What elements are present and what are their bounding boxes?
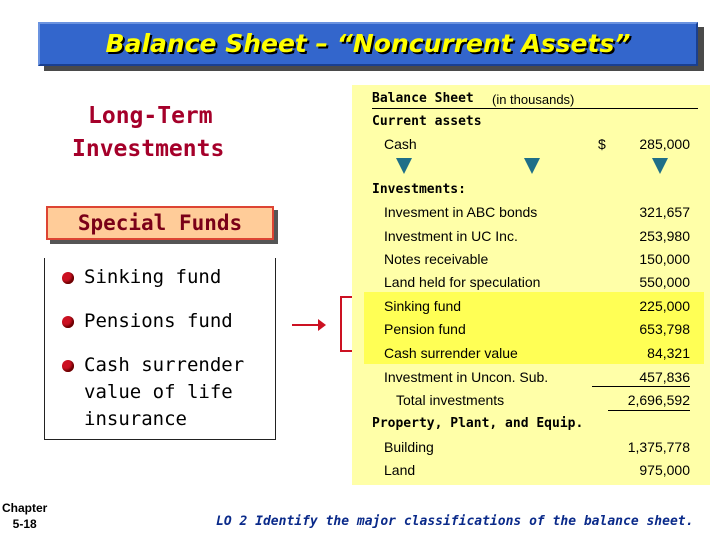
row-label: Land held for speculation bbox=[384, 274, 541, 290]
investments-label: Investments: bbox=[372, 182, 466, 197]
row-label: Land bbox=[384, 462, 416, 478]
investment-row bbox=[372, 321, 698, 343]
bullet-icon bbox=[62, 316, 74, 328]
fund-item-text: insurance bbox=[84, 408, 187, 430]
row-value: 150,000 bbox=[639, 251, 690, 267]
triangle-marker-icon bbox=[396, 158, 412, 174]
row-label: Total investments bbox=[396, 392, 505, 408]
ppe-row bbox=[372, 462, 698, 484]
fund-item-pensions bbox=[62, 308, 233, 335]
row-label: Building bbox=[384, 439, 434, 455]
special-funds-label: Special Funds bbox=[77, 211, 243, 235]
cash-row bbox=[372, 136, 698, 158]
bullet-icon bbox=[62, 360, 74, 372]
chapter-line-2: 5-18 bbox=[12, 517, 37, 531]
current-assets-label: Current assets bbox=[372, 114, 482, 129]
slide-title: Balance Sheet – “Noncurrent Assets” bbox=[105, 29, 631, 58]
row-value: 285,000 bbox=[639, 136, 690, 152]
row-value: 457,836 bbox=[639, 369, 690, 385]
row-value: 321,657 bbox=[639, 204, 690, 220]
investment-row bbox=[372, 251, 698, 273]
row-label: Pension fund bbox=[384, 321, 466, 337]
investment-row bbox=[372, 228, 698, 250]
row-value: 1,375,778 bbox=[627, 439, 690, 455]
currency-symbol: $ bbox=[598, 136, 606, 152]
row-label: Cash surrender value bbox=[384, 345, 518, 361]
arrow-line bbox=[292, 324, 320, 326]
ppe-label: Property, Plant, and Equip. bbox=[372, 416, 584, 431]
balance-sheet-title: Balance Sheet bbox=[372, 91, 474, 106]
subtotal-underline bbox=[592, 386, 690, 387]
fund-item-text: Pensions fund bbox=[84, 310, 233, 332]
row-label: Investment in Uncon. Sub. bbox=[384, 369, 549, 385]
balance-sheet-subtitle: (in thousands) bbox=[492, 92, 575, 107]
row-value: 975,000 bbox=[639, 462, 690, 478]
investment-row bbox=[372, 369, 698, 391]
row-label: Sinking fund bbox=[384, 298, 462, 314]
title-underline bbox=[372, 108, 698, 109]
fund-item-text: Cash surrender bbox=[84, 354, 245, 376]
investment-row bbox=[372, 298, 698, 320]
heading-line-1: Long-Term bbox=[88, 103, 213, 129]
total-underline bbox=[608, 410, 690, 411]
heading-line-2: Investments bbox=[72, 136, 225, 162]
investment-row bbox=[372, 345, 698, 367]
row-label: Invesment in ABC bonds bbox=[384, 204, 538, 220]
chapter-line-1: Chapter bbox=[2, 501, 48, 515]
row-label: Notes receivable bbox=[384, 251, 489, 267]
row-value: 253,980 bbox=[639, 228, 690, 244]
chapter-label bbox=[2, 500, 47, 532]
arrow-right-icon bbox=[318, 319, 326, 331]
long-term-investments-heading bbox=[72, 100, 224, 166]
investment-row bbox=[372, 274, 698, 296]
triangle-marker-icon bbox=[524, 158, 540, 174]
fund-item-sinking bbox=[62, 264, 221, 291]
row-value: 2,696,592 bbox=[627, 392, 690, 408]
triangle-marker-icon bbox=[652, 158, 668, 174]
row-value: 550,000 bbox=[639, 274, 690, 290]
bracket-icon bbox=[340, 296, 352, 352]
fund-item-text: Sinking fund bbox=[84, 266, 222, 288]
row-label: Investment in UC Inc. bbox=[384, 228, 518, 244]
investment-row bbox=[372, 204, 698, 226]
learning-objective: LO 2 Identify the major classifications of the balance sheet. bbox=[216, 514, 694, 529]
fund-item-text: value of life bbox=[84, 381, 233, 403]
row-value: 653,798 bbox=[639, 321, 690, 337]
row-value: 225,000 bbox=[639, 298, 690, 314]
fund-item-cash-surrender bbox=[62, 352, 244, 433]
ppe-row bbox=[372, 439, 698, 461]
row-label: Cash bbox=[384, 136, 417, 152]
row-value: 84,321 bbox=[647, 345, 690, 361]
bullet-icon bbox=[62, 272, 74, 284]
